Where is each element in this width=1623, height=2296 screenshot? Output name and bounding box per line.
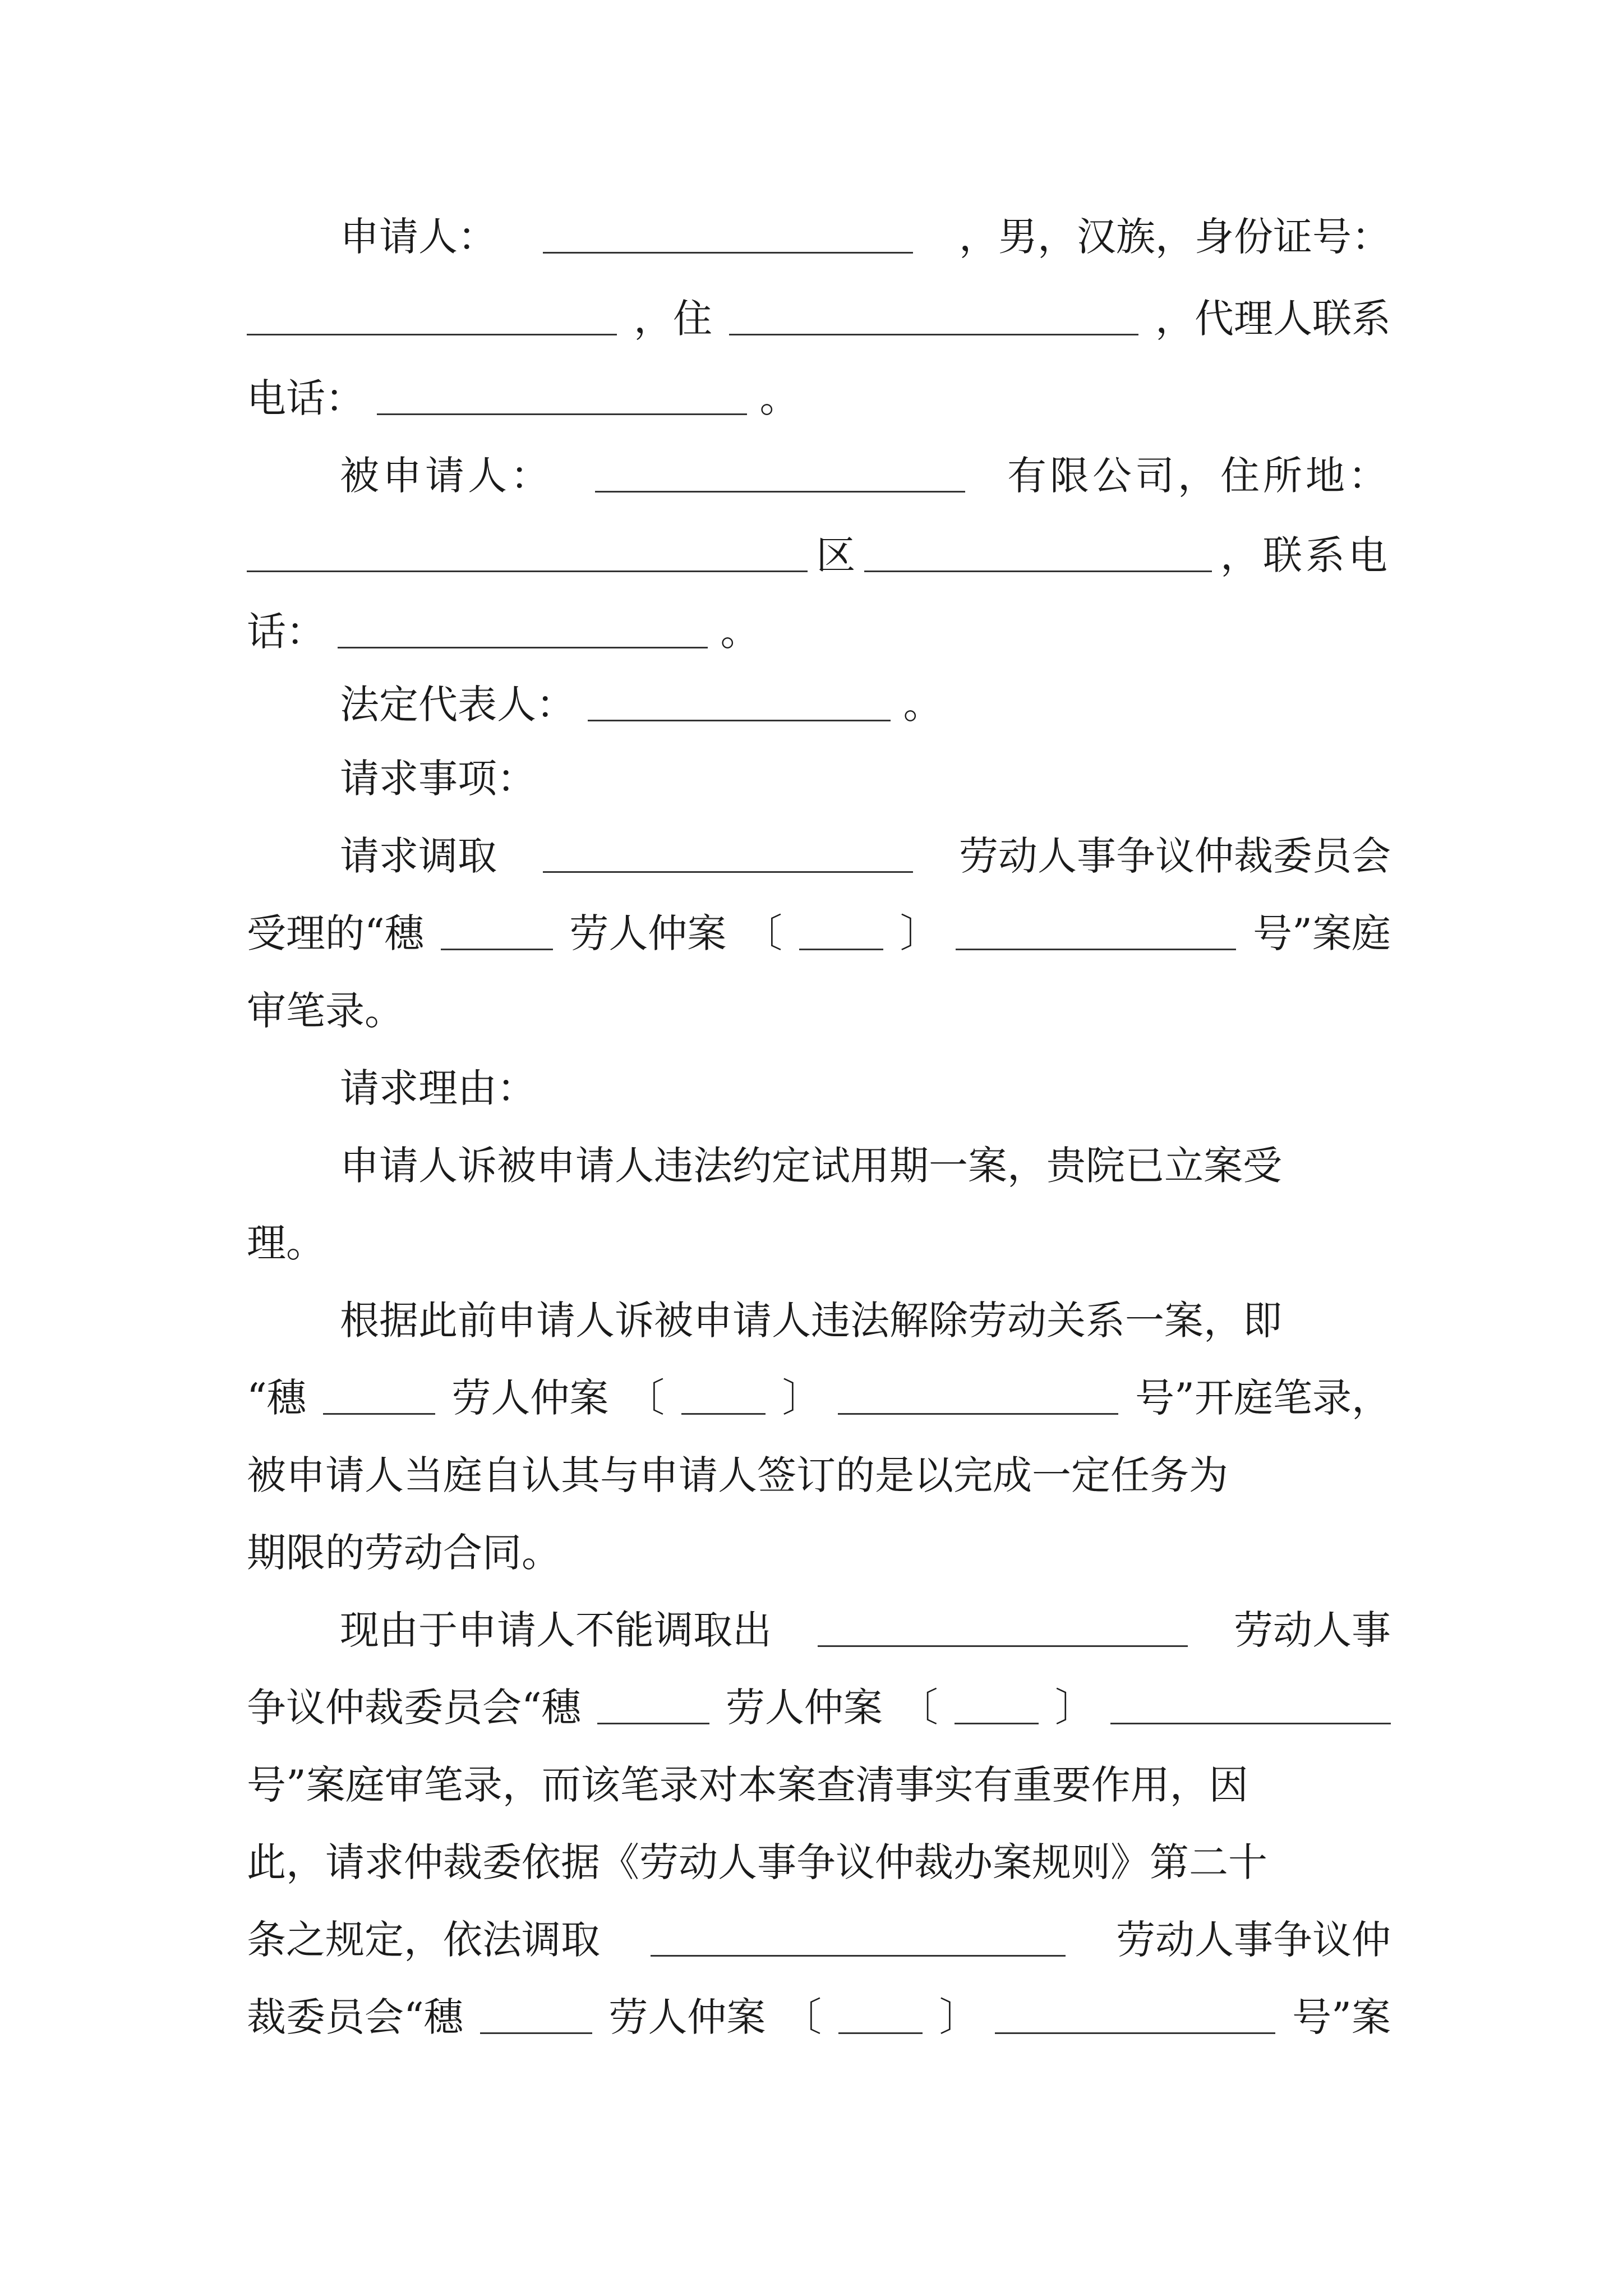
respondent-phone-label: 话： (247, 609, 325, 655)
reason1-line2: 理。 (247, 1220, 325, 1266)
paren-open: 〔 (625, 1375, 665, 1421)
claim-line-3: 审笔录。 (247, 988, 404, 1034)
reason-case-sui-blank[interactable] (597, 1688, 709, 1724)
paren-close: 〕 (900, 910, 939, 956)
residence-blank[interactable] (729, 299, 1138, 335)
reason2-line4: 期限的劳动合同。 (247, 1530, 561, 1576)
paren-open: 〔 (782, 1994, 822, 2040)
case-number-blank[interactable] (956, 914, 1236, 950)
case-suffix: 号”案庭 (1253, 910, 1391, 956)
committee-name-blank[interactable] (818, 1611, 1188, 1647)
phone-blank[interactable] (377, 379, 747, 415)
applicant-name-blank[interactable] (543, 217, 913, 254)
applicant-gender-ethnicity: ，男，汉族，身份证号： (959, 214, 1391, 260)
respondent-phone-line (247, 604, 1391, 660)
final-case-number-blank[interactable] (995, 1998, 1275, 2034)
committee-label: 劳动人事争议仲裁委员会 (959, 833, 1391, 879)
respondent-address-line (247, 527, 1391, 583)
case-tail-text: 号”案 (1292, 1994, 1391, 2040)
period: 。 (759, 375, 799, 421)
committee-sui-text: 争议仲裁委员会“穗 (247, 1685, 581, 1731)
reason2-line3: 被申请人当庭自认其与申请人签订的是以完成一定任务为 (247, 1452, 1228, 1498)
respondent-name-blank[interactable] (595, 456, 965, 493)
reason3-line4: 此，请求仲裁委依据《劳动人事争议仲裁办案规则》第二十 (247, 1839, 1267, 1885)
rule-article-text: 条之规定，依法调取 (247, 1917, 600, 1963)
reason1-line1: 申请人诉被申请人违法约定试用期一案，贵院已立案受 (340, 1143, 1282, 1189)
phone-line (247, 370, 1391, 426)
claim-line-1 (340, 828, 1391, 884)
paren-close: 〕 (782, 1375, 822, 1421)
applicant-id-line (247, 291, 1391, 347)
period: 。 (720, 609, 760, 655)
claims-heading: 请求事项： (340, 756, 536, 802)
prior-case-number-blank[interactable] (838, 1378, 1118, 1415)
legal-rep-line (340, 677, 1391, 733)
district-blank[interactable] (864, 536, 1212, 572)
committee-quote-text: 裁委员会“穗 (247, 1994, 463, 2040)
case-prefix: 劳人仲案 (451, 1375, 609, 1421)
final-case-sui-blank[interactable] (480, 1998, 592, 2034)
reason3-line5 (247, 1912, 1391, 1968)
case-year-blank[interactable] (799, 914, 883, 950)
claim-line-2 (247, 905, 1391, 961)
reason2-line2 (247, 1370, 1391, 1426)
respondent-phone-blank[interactable] (338, 612, 708, 648)
case-prefix: 劳人仲案 (725, 1685, 883, 1731)
address-blank[interactable] (247, 536, 808, 572)
reason3-line2 (247, 1680, 1391, 1736)
contact-phone-label: ，联系电 (1220, 532, 1391, 578)
district-label: 区 (816, 532, 856, 578)
reason3-line6 (247, 1989, 1391, 2045)
arbitration-committee-blank[interactable] (543, 836, 913, 873)
respondent-line (340, 448, 1391, 504)
phone-label: 电话： (247, 375, 365, 421)
labor-arbitration-text: 劳动人事争议仲 (1116, 1917, 1391, 1963)
claim-request-text: 请求调取 (340, 833, 497, 879)
applicant-label: 申请人： (340, 214, 497, 260)
quote-sui: “穗 (247, 1375, 306, 1421)
paren-open: 〔 (743, 910, 783, 956)
legal-rep-blank[interactable] (588, 685, 891, 721)
paren-close: 〕 (1054, 1685, 1094, 1731)
applicant-line (340, 209, 1391, 265)
hearing-record-text: 号”开庭笔录， (1135, 1375, 1391, 1421)
case-accepted-text: 受理的“穗 (247, 910, 424, 956)
reason-case-year-blank[interactable] (955, 1688, 1039, 1724)
unable-obtain-text: 现由于申请人不能调取出 (340, 1607, 772, 1653)
case-prefix: 劳人仲案 (569, 910, 727, 956)
period: 。 (903, 682, 943, 728)
labor-personnel-text: 劳动人事 (1234, 1607, 1391, 1653)
case-prefix: 劳人仲案 (608, 1994, 766, 2040)
reason3-line3: 号”案庭审笔录，而该笔录对本案查清事实有重要作用，因 (247, 1762, 1248, 1808)
case-sui-blank[interactable] (441, 914, 553, 950)
legal-rep-label: 法定代表人： (340, 682, 575, 728)
paren-close: 〕 (939, 1994, 979, 2040)
respondent-label: 被申请人： (340, 453, 553, 499)
final-case-year-blank[interactable] (838, 1998, 923, 2034)
paren-open: 〔 (898, 1685, 938, 1731)
prior-case-sui-blank[interactable] (323, 1378, 435, 1415)
prior-case-year-blank[interactable] (681, 1378, 766, 1415)
residence-label: ，住 (634, 296, 712, 342)
id-number-blank[interactable] (247, 299, 617, 335)
reason-case-number-blank[interactable] (1110, 1688, 1391, 1724)
company-suffix: 有限公司，住所地： (1007, 453, 1391, 499)
agent-phone-label: ，代理人联系 (1155, 296, 1391, 342)
obtain-committee-blank[interactable] (651, 1920, 1066, 1957)
reason2-line1: 根据此前申请人诉被申请人违法解除劳动关系一案，即 (340, 1297, 1282, 1343)
reason3-line1 (340, 1602, 1391, 1658)
reasons-heading: 请求理由： (340, 1065, 536, 1111)
